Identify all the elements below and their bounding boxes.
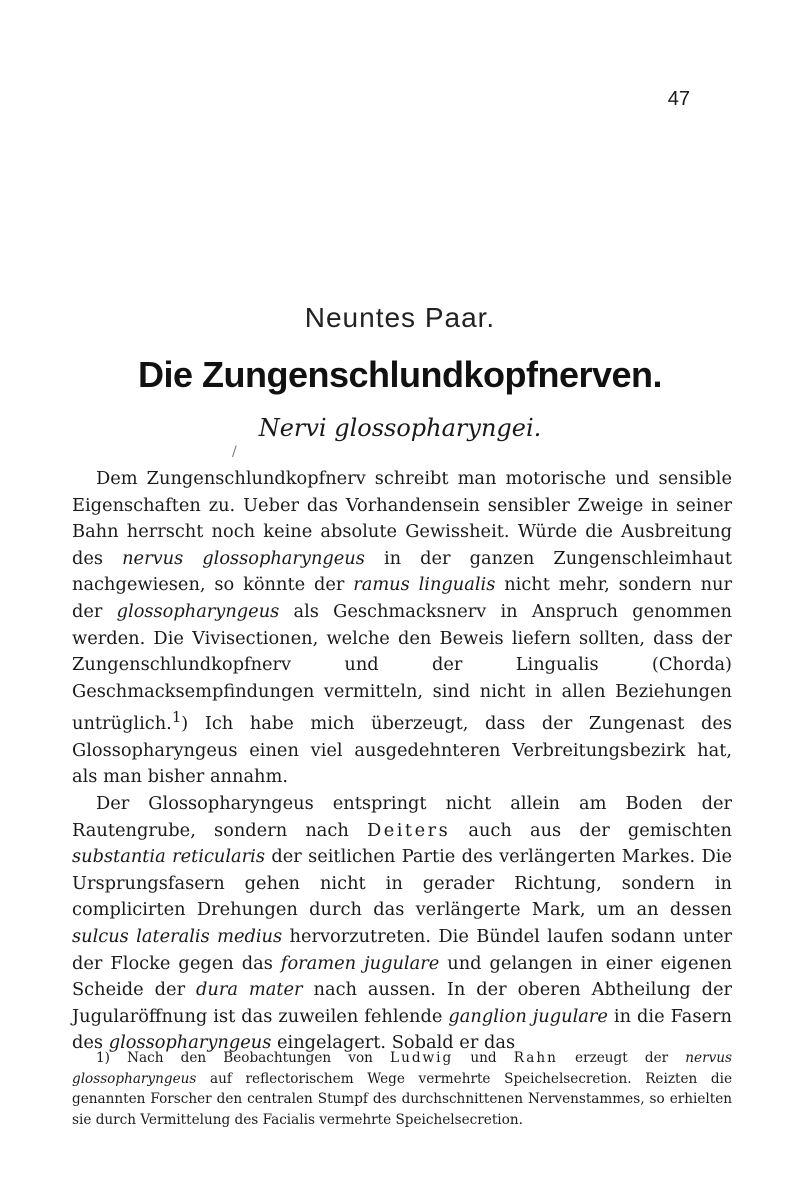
latin-term: dura mater bbox=[196, 979, 303, 1001]
pencil-mark: / bbox=[232, 444, 237, 460]
latin-term: nervus glossopharyngeus bbox=[72, 1050, 732, 1087]
text-run: als Geschmacksnerv in Anspruch genommen werden. Die Vivisectionen, welche den Beweis liefern sollten, dass der Zungenschlundkopfnerv und der Lingualis (Chorda) Geschmacksempfindungen vermitteln, sind nicht in allen Beziehungen untrüglich. bbox=[72, 600, 732, 735]
text-run: Dem Zungenschlundkopfnerv schreibt man motorische und sensible Eigenschaften zu. Ueber das Vorhandensein sensibler Zweige in seiner Bahn herrscht noch keine absolute Gewissheit. Würde die Ausbreitung des bbox=[72, 468, 732, 569]
latin-term: glossopharyngeus bbox=[116, 600, 280, 622]
page-number: 47 bbox=[667, 88, 690, 110]
footnote-ref: 1 bbox=[171, 709, 182, 727]
subtitle: Nervi glossopharyngei. bbox=[258, 414, 542, 442]
body-text bbox=[72, 466, 732, 1057]
author-name: Rahn bbox=[513, 1050, 558, 1066]
latin-term: nervus glossopharyngeus bbox=[122, 547, 365, 569]
text-run: auch aus der gemischten bbox=[450, 819, 733, 841]
author-name: Deiters bbox=[366, 819, 451, 841]
text-run: ) Ich habe mich überzeugt, dass der Zungenast des Glossopharyngeus einen viel ausgedehnteren Verbreitungsbezirk hat, als man bisher annahm. bbox=[72, 713, 732, 788]
latin-term: foramen jugulare bbox=[280, 952, 440, 974]
page-title: Die Zungenschlundkopfnerven. bbox=[137, 354, 663, 395]
author-name: Ludwig bbox=[390, 1050, 454, 1066]
text-run: und bbox=[453, 1050, 514, 1066]
footnotes bbox=[72, 1048, 732, 1130]
latin-term: ganglion jugulare bbox=[448, 1005, 608, 1027]
text-run: und gelangen in einer eigenen Scheide der bbox=[72, 952, 732, 1001]
latin-term: ramus lingualis bbox=[353, 574, 496, 596]
text-run: auf reflectorischem Wege vermehrte Speichelsecretion. Reizten die genannten Forscher den centralen Stumpf des durchschnittenen Nervenstammes, so erhielten sie durch Vermittelung des Facialis vermehrte Speichelsecretion. bbox=[72, 1070, 732, 1128]
chapter-heading: Neuntes Paar. bbox=[304, 302, 496, 333]
text-run: nicht mehr, sondern nur der bbox=[72, 574, 732, 622]
latin-term: sulcus lateralis medius bbox=[72, 926, 283, 948]
footnote-1 bbox=[72, 1048, 732, 1130]
text-run: in die Fasern des bbox=[72, 1005, 732, 1054]
text-run: hervorzutreten. Die Bündel laufen sodann unter der Flocke gegen das bbox=[72, 926, 732, 974]
text-run: Der Glossopharyngeus entspringt nicht allein am Boden der Rautengrube, sondern nach bbox=[72, 793, 732, 841]
latin-term: glossopharyngeus bbox=[108, 1032, 272, 1054]
text-run: eingelagert. Sobald er das bbox=[271, 1032, 516, 1054]
text-run: in der ganzen Zungenschleimhaut nachgewiesen, so könnte der bbox=[72, 547, 732, 596]
latin-term: substantia reticularis bbox=[72, 846, 265, 868]
text-run: der seitlichen Partie des verlängerten Markes. Die Ursprungsfasern gehen nicht in gerader Richtung, sondern in complicirten Drehungen durch das verlängerte Mark, um an dessen bbox=[72, 846, 732, 921]
paragraph-2 bbox=[72, 791, 732, 1057]
text-run: nach aussen. In der oberen Abtheilung der Jugularöffnung ist das zuweilen fehlende bbox=[72, 979, 733, 1027]
text-run: erzeugt der bbox=[557, 1050, 686, 1066]
text-run: 1) Nach den Beobachtungen von bbox=[96, 1050, 391, 1066]
paragraph-1 bbox=[72, 466, 732, 791]
